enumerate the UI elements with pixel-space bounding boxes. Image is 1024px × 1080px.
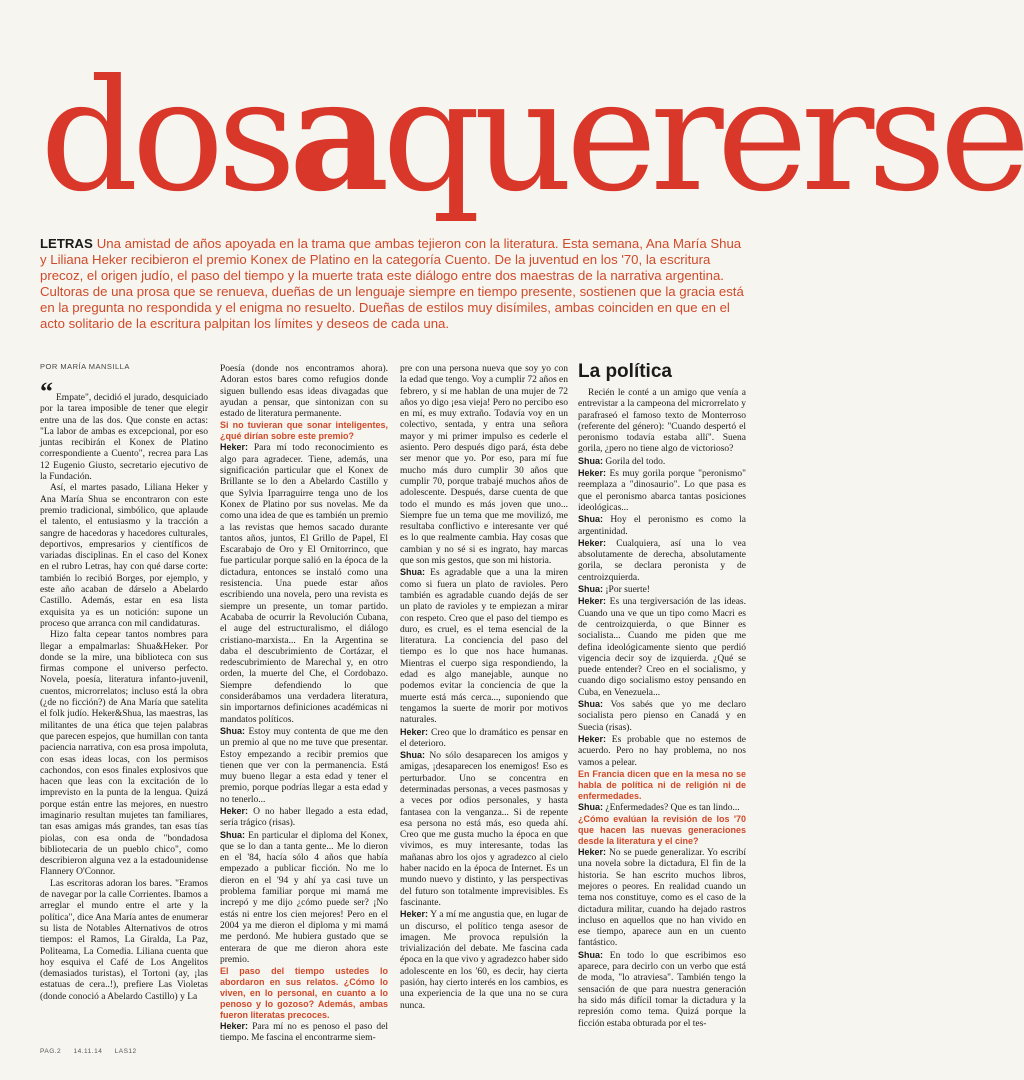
column-3	[400, 364, 568, 1042]
answer: Heker: Creo que lo dramático es pensar en el deterioro.	[400, 726, 568, 749]
headline-part-2: a	[289, 45, 383, 226]
answer: Shua: Hoy el peronismo es como la argentinidad.	[578, 514, 746, 537]
answer: Heker: No se puede generalizar. Yo escribí una novela sobre la dictadura, El fin de la historia. Se han escrito muchos libros, mejores o peores. En realidad cuando un tema nos constituye, como es el caso de la dictadura militar, cuando ha dejado rastros incluso en aquellos que no han vivido en ese tiempo, aparece aun en un cuento fantástico.	[578, 847, 746, 949]
column-1	[40, 377, 208, 1042]
lead-text: Una amistad de años apoyada en la trama que ambas tejieron con la literatura. Esta semana, Ana María Shua y Liliana Heker recibieron el premio Konex de Platino en la categoría Cuento. De la juventud en los '70, la escritura precoz, el origen judío, el paso del tiempo y la muerte trata este diálogo entre dos maestras de la narrativa argentina. Cultoras de una prosa que se renueva, dueñas de un lenguaje siempre en tiempo presente, sostienen que la gracia está en la pregunta no respondida y el enigma no resuelto. Dueñas de estilos muy disímiles, ambas coinciden en que en el acto solitario de la escritura palpitan los límites y deseos de cada una.	[40, 236, 744, 331]
column-2	[220, 364, 388, 1042]
interview-question: En Francia dicen que en la mesa no se habla de política ni de religión ni de enfermedades.	[578, 768, 746, 801]
answer: Shua: No sólo desaparecen los amigos y amigas, ¡desaparecen los enemigos! Eso es perturbador. Uno se concentra en determinadas personas, a veces pasmosas y a veces por odios personales, y hasta fantasea con la venganza... Si de repente esa persona no está más, eso queda ahí. Creo que me gusta mucho la época en que vivimos, es muy interesante, todas las mañanas abro los ojos y agradezco al cielo haber nacido en la época de Internet. Es un mundo nuevo y distinto, y las perspectivas del futuro son totalmente imprevisibles. Es fascinante.	[400, 750, 569, 908]
answer: Heker: Y a mí me angustia que, en lugar de un discurso, el político tenga asesor de imagen. Me provoca repulsión la trivialización del debate. Me fascina cada época en la que vivo y agradezco haber sido adolescente en los '60, es decir, hay cierta pasión, hay cierto interés en los cambios, es una experiencia de la que una no se cura nunca.	[400, 909, 569, 1011]
answer: Shua: Estoy muy contenta de que me den un premio al que no me tuve que presentar. Estoy empezando a recibir premios que tienen que ver con la permanencia. Está muy bueno llegar a esta edad y tener el premio, porque podrías llegar a esta edad y no tenerlo...	[220, 725, 388, 805]
supplement-name: LAS12	[114, 1048, 137, 1055]
issue-date: 14.11.14	[73, 1048, 103, 1055]
answer: Shua: ¡Por suerte!	[578, 584, 650, 596]
headline-part-1: dos	[40, 47, 290, 226]
paragraph: “ Empate", decidió el jurado, desquiciado por la tarea imposible de tener que elegir entre una de las dos. Que conste en actas: "La labor de ambas es excepcional, por eso juntas recibirán el Konex de Platino correspondiente a Cuento", recrea para Las 12 Eugenio Giusto, secretario ejecutivo de la Fundación.	[40, 377, 208, 483]
answer: Shua: En todo lo que escribimos eso aparece, para decirlo con un verbo que está de moda, "lo atraviesa". También tengo la sensación de que para nuestra generación ha sido más difícil tomar la dictadura y la represión como tema. Quizá porque la ficción estaba obturada por el tes-	[578, 949, 747, 1029]
page-number: PAG.2	[40, 1048, 62, 1055]
interview-question: El paso del tiempo ustedes lo abordaron en sus relatos. ¿Cómo lo viven, en lo personal, en cuanto a lo penoso y lo gozoso? Además, ambas fueron literatas precoces.	[220, 966, 388, 1021]
paragraph: Así, el martes pasado, Liliana Heker y Ana María Shua se encontraron con este premio tradicional, simbólico, que aplaude el talento, el entusiasmo y la tracción a sangre de hacedoras y hacedores culturales, deportivos, empresarios y científicos de variadas disciplinas. En el caso del Konex en el rubro Letras, hay con qué darse corte: también lo recibió Borges, por ejemplo, y este año acaban de dárselo a Abelardo Castillo. Además, estar en esa lista exquisita ya es un notición: supone un proceso que arranca con mil candidaturas.	[40, 483, 208, 629]
section-tag: LETRAS	[40, 236, 93, 251]
headline-part-3: quererse	[382, 47, 1024, 226]
answer: Heker: Es muy gorila porque "peronismo" reemplaza a "dinosaurio". Lo que pasa es que el peronismo abarca tantas posiciones ideológicas...	[578, 468, 746, 513]
interview-question: Si no tuvieran que sonar inteligentes, ¿qué dirían sobre este premio?	[220, 420, 388, 442]
paragraph: Las escritoras adoran los bares. "Eramos de navegar por la calle Corrientes. Ibamos a arreglar el mundo entre el arte y la política", dice Ana María antes de enumerar su lista de Notables Alternativos de otros tiempos: el Ramos, La Giralda, La Paz, Politeama, La Comedia. Liliana cuenta que hoy esquiva el Café de Los Angelitos (demasiados turistas), el Tortoni (ay, ¡las estatuas de cera..!), prefiere Las Violetas (donde conoció a Abelardo Castillo) y La	[40, 878, 208, 1002]
paragraph: Poesía (donde nos encontramos ahora). Adoran estos bares como refugios donde siguen bullendo esas ideas divagadas que ayudan a pensar, que sintonizan con su estado de literatura permanente.	[220, 364, 388, 420]
answer: Heker: O no haber llegado a esta edad, sería trágico (risas).	[220, 805, 389, 829]
interview-question: ¿Cómo evalúan la revisión de los '70 que hacen las nuevas generaciones desde la literatura y el cine?	[578, 814, 746, 847]
answer: Shua: Vos sabés que yo me declaro socialista pero pienso en Canadá y en Suecia (risas).	[578, 699, 746, 733]
answer: Shua: Es agradable que a una la miren como si fuera un plato de ravioles. Pero también es agradable cuando dejás de ser un plato de ravioles y te empiezan a mirar con respeto. Creo que el paso del tiempo es duro, es cruel, es el tema esencial de la literatura. La conciencia del paso del tiempo es lo que nos hace humanas. Mientras el cuerpo siga respondiendo, la edad es algo manejable, aunque no podemos evitar la conciencia de que la muerte está más cerca..., suponiendo que tengamos la suerte de morir por motivos naturales.	[400, 567, 569, 726]
paragraph: Hizo falta cepear tantos nombres para llegar a empalmarlas: Shua&Heker. Por donde se la mire, una biblioteca con sus firmas compone el universo perfecto. Novela, poesía, literatura infanto-juvenil, cuentos, microrrelatos; incluso está la obra (¿de no ficción?) de Ana María que satelita el folk judío. Heker&Shua, las maestras, las militantes de una ética que tejen palabras que parecen espejos, que humillan con tanta paciencia narrativa, con esa prosa impoluta, con esas ideas locas, con los permisos cachondos, con esos finales explosivos que hacen que leas con la excitación de lo imprevisto en la punta de la lengua. Quizá porque están entre las mejores, en nuestro imaginario resultan mujetes tan familiares, tan esas amigas más grandes, tan esas tías piolas, con esa onda de "bondadosa bibliotecaria de un pueblo chico", como describieron alguna vez a la estadounidense Flannery O'Connor.	[40, 630, 208, 878]
paragraph: Recién le conté a un amigo que venía a entrevistar a la campeona del microrrelato y parafraseó el famoso texto de Monterroso (referente del género): "Cuando despertó el peronismo todavía estaba allí". Suena gorila, ¿pero no tiene algo de victorioso?	[578, 388, 746, 455]
subheading: La política	[578, 361, 672, 382]
column-4	[578, 360, 746, 1040]
opening-quote-mark: “	[40, 377, 53, 406]
answer: Shua: ¿Enfermedades? Que es tan lindo...	[578, 801, 740, 813]
answer: Heker: Para mí todo reconocimiento es algo para agradecer. Tiene, además, una significación particular que el Konex de Brillante se lo den a Abelardo Castillo y que Sylvia Iparraguirre tenga uno de los Konex de Platino por sus novelas. Me da como una idea de que es también un premio a las revistas que hemos sacado durante tantos años, juntos, El Grillo de Papel, El Escarabajo de Oro y El Ornitorrinco, que fue particular porque salió en la época de la dictadura, entonces se instaló como una resistencia. Una puede estar años escribiendo una novela, pero una revista es siempre un presente, un tomar partido. Acababa de ocurrir la Revolución Cubana, el auge del estructuralismo, el diálogo cristiano-marxista... En la Argentina se daba el descubrimiento de Cortázar, el redescubrimiento de Marechal y, en otro orden, la muerte del Che, el Cordobazo. Siempre defendiendo lo que considerábamos una verdadera literatura, sin importarnos definiciones académicas ni mandatos políticos.	[220, 442, 388, 725]
answer: Heker: Es una tergiversación de las ideas. Cuando una ve que un tipo como Macri es de centroizquierda, o que Binner es socialista... Cuando me piden que me defina ideológicamente siento que perdió vigencia decir soy de izquierda. ¿Qué se puede entender? Creo en el socialismo, y cuando digo socialismo estoy pensando en Cuba, en Venezuela...	[578, 596, 746, 698]
paragraph: pre con una persona nueva que soy yo con la edad que tengo. Voy a cumplir 72 años en febrero, y si me hablan de una mujer de 72 años yo digo ¡esa vieja! Pero no percibo eso en mí, es muy extraño. Todavía voy en un colectivo, sentada, y entra una señora mayor y mi primer impulso es cederle el asiento. Pero después digo pará, ésta debe ser menor que yo. Por eso, para mí fue mucho más duro cumplir 30 años que cumplir 70, porque trabajé muchos años de adolescente. Después, darse cuenta de que todo el mundo es más joven que uno... Siempre fue un tema que me movilizó, me resultaba conflictivo e interesante ver qué es lo que realmente cambia. Hay cosas que cambian y no sé si es ingrato, hay marcas que son mis gestos, que son mi historia.	[400, 364, 568, 567]
answer: Heker: Cualquiera, así una lo vea absolutamente de derecha, absolutamente gorila, se declara peronista y de centroizquierda.	[578, 537, 746, 583]
answer: Shua: Gorila del todo.	[578, 455, 666, 467]
answer: Shua: En particular el diploma del Konex, que se lo dan a tanta gente... Me lo dieron en el '84, hacía sólo 4 años que había empezado a publicar ficción. No me lo dieron en el '94 y ahí ya casi tuve un problema familiar porque mi mamá me increpó y me dijo ¿cómo puede ser? ¡No estás ni entre los cien mejores! Pero en el 2004 ya me dieron el diploma y mi mamá me perdonó. Me hubiera gustado que se enterara de que me dieron ahora este premio.	[220, 829, 388, 965]
byline: POR MARÍA MANSILLA	[40, 362, 130, 371]
answer: Heker: Es probable que no estemos de acuerdo. Pero no hay problema, no nos vamos a pelear.	[578, 733, 747, 768]
lead-paragraph	[40, 236, 746, 332]
headline	[40, 45, 1024, 226]
answer: Heker: Para mí no es penoso el paso del tiempo. Me fascina el encontrarme siem-	[220, 1021, 388, 1044]
page-footer	[40, 1048, 147, 1055]
